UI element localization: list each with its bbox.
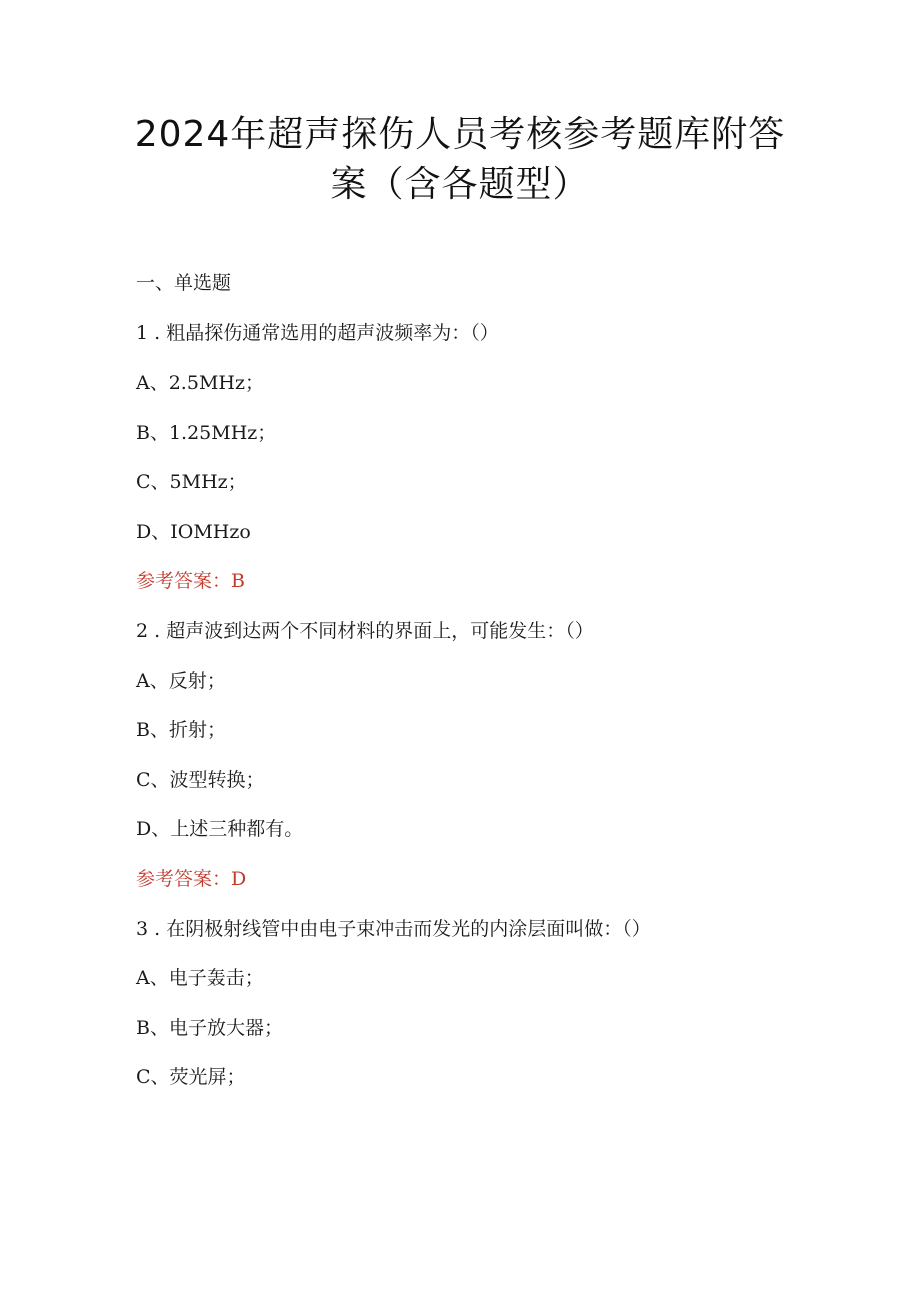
q2-option-a: A、反射； [136, 670, 226, 692]
q2-answer: 参考答案：D [136, 868, 247, 890]
question-1: 1 . 粗晶探伤通常选用的超声波频率为：（） [136, 322, 499, 344]
q2-option-c: C、波型转换； [136, 769, 265, 791]
q2-option-d: D、上述三种都有。 [136, 818, 304, 840]
document-title [100, 110, 820, 210]
title-line-1: 2024年超声探伤人员考核参考题库附答 [134, 114, 786, 155]
q2-option-b: B、折射； [136, 719, 226, 741]
question-3: 3 . 在阴极射线管中由电子束冲击而发光的内涂层面叫做：（） [136, 918, 651, 940]
q3-option-a: A、电子轰击； [136, 967, 264, 989]
q3-option-c: C、荧光屏； [136, 1066, 246, 1088]
q1-answer: 参考答案：B [136, 570, 245, 592]
q1-option-b: B、1.25MHz； [136, 422, 277, 444]
q3-option-b: B、电子放大器； [136, 1017, 283, 1039]
title-line-2: 案（含各题型） [330, 164, 590, 205]
q1-option-c: C、5MHz； [136, 471, 247, 493]
section-heading: 一、单选题 [136, 272, 232, 294]
question-2: 2 . 超声波到达两个不同材料的界面上，可能发生：（） [136, 620, 594, 642]
q1-option-d: D、IOMHzo [136, 521, 251, 543]
q1-option-a: A、2.5MHz； [136, 372, 264, 394]
